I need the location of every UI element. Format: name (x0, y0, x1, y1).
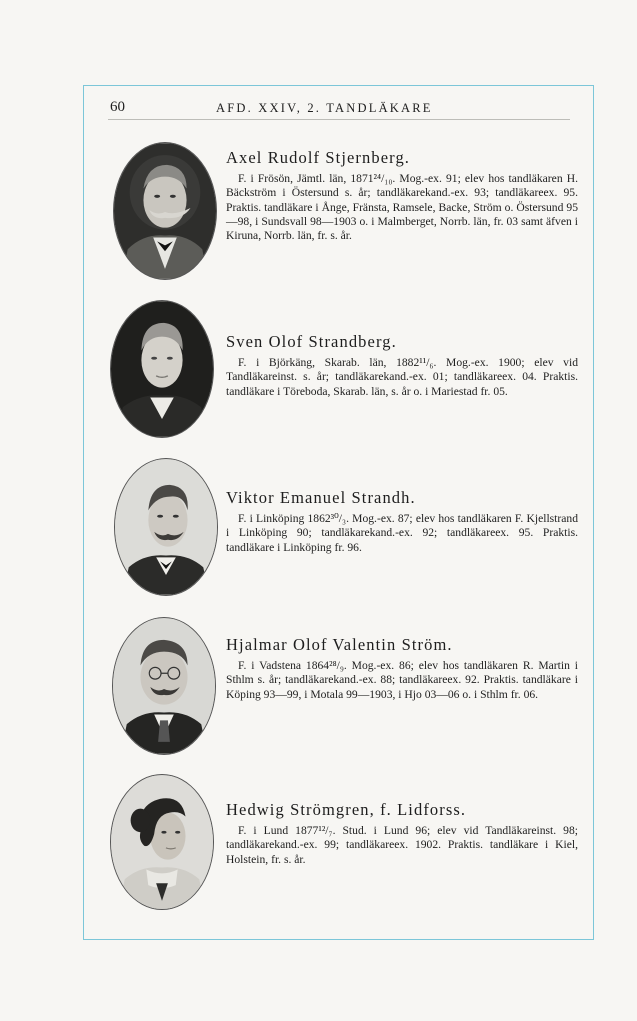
biography (226, 800, 578, 867)
portrait-photo (114, 458, 218, 596)
header-rule (108, 119, 570, 120)
portrait-photo (112, 617, 216, 755)
person-name: Hedwig Strömgren, f. Lidforss. (226, 800, 467, 819)
biography (226, 635, 578, 702)
biography (226, 148, 578, 243)
biography-text: F. i Lund 1877¹²/₇. Stud. i Lund 96; elev vid Tandläkareinst. 98; tandläkarekand.-ex. 99; tandläkareex. 1902. Praktis. tandläkare i Kiel, Holstein, fr. s. år. (226, 824, 578, 866)
person-name: Hjalmar Olof Valentin Ström. (226, 635, 453, 654)
older-man-portrait-icon (114, 143, 216, 279)
portrait-photo (113, 142, 217, 280)
person-name: Viktor Emanuel Strandh. (226, 488, 416, 507)
portrait-photo (110, 300, 214, 438)
young-man-portrait-icon (111, 301, 213, 437)
person-name: Axel Rudolf Stjernberg. (226, 148, 411, 167)
biography-text: F. i Frösön, Jämtl. län, 1871²⁴/₁₀. Mog.-ex. 91; elev hos tandläkaren H. Bäckström i Östersund s. år; tandläkarekand.-ex. 93; tandläkareex. 95. Praktis. tandläkare i Ånge, Fränsta, Ramsele, Backe, Ström o. Östersund 95—98, i Sundsvall 98—1903 o. i Malmberget, Norrb. län, fr. 03 samt äfven i Kiruna, Norrb. län, fr. s. år. (226, 172, 578, 243)
mustached-man-portrait-icon (115, 459, 217, 595)
person-name: Sven Olof Strandberg. (226, 332, 397, 351)
running-head: AFD. XXIV, 2. TANDLÄKARE (216, 101, 433, 115)
page-number: 60 (110, 99, 125, 115)
biography-text: F. i Björkäng, Skarab. län, 1882¹¹/₆. Mog.-ex. 1900; elev vid Tandläkareinst. s. år; tandläkarekand.-ex. 01; tandläkareex. 04. Praktis. tandläkare i Töreboda, Skarab. län, s. år o. i Mariestad fr. 05. (226, 356, 578, 398)
biography-text: F. i Vadstena 1864²⁸/₉. Mog.-ex. 86; elev hos tandläkaren R. Martin i Sthlm s. år; tandläkarekand.-ex. 88; tandläkareex. 92. Praktis. tandläkare i Köping 93—99, i Motala 99—1903, i Hjo 03—06 o. i Sthlm fr. 06. (226, 659, 578, 701)
portrait-photo (110, 774, 214, 910)
spectacled-man-portrait-icon (113, 618, 215, 754)
biography (226, 488, 578, 555)
woman-portrait-icon (111, 775, 213, 909)
biography-text: F. i Linköping 1862³⁰/₃. Mog.-ex. 87; elev hos tandläkaren F. Kjellstrand i Linköping 90; tandläkarekand.-ex. 92; tandläkareex. 95. Praktis. tandläkare i Linköping fr. 96. (226, 512, 578, 554)
biography (226, 332, 578, 399)
